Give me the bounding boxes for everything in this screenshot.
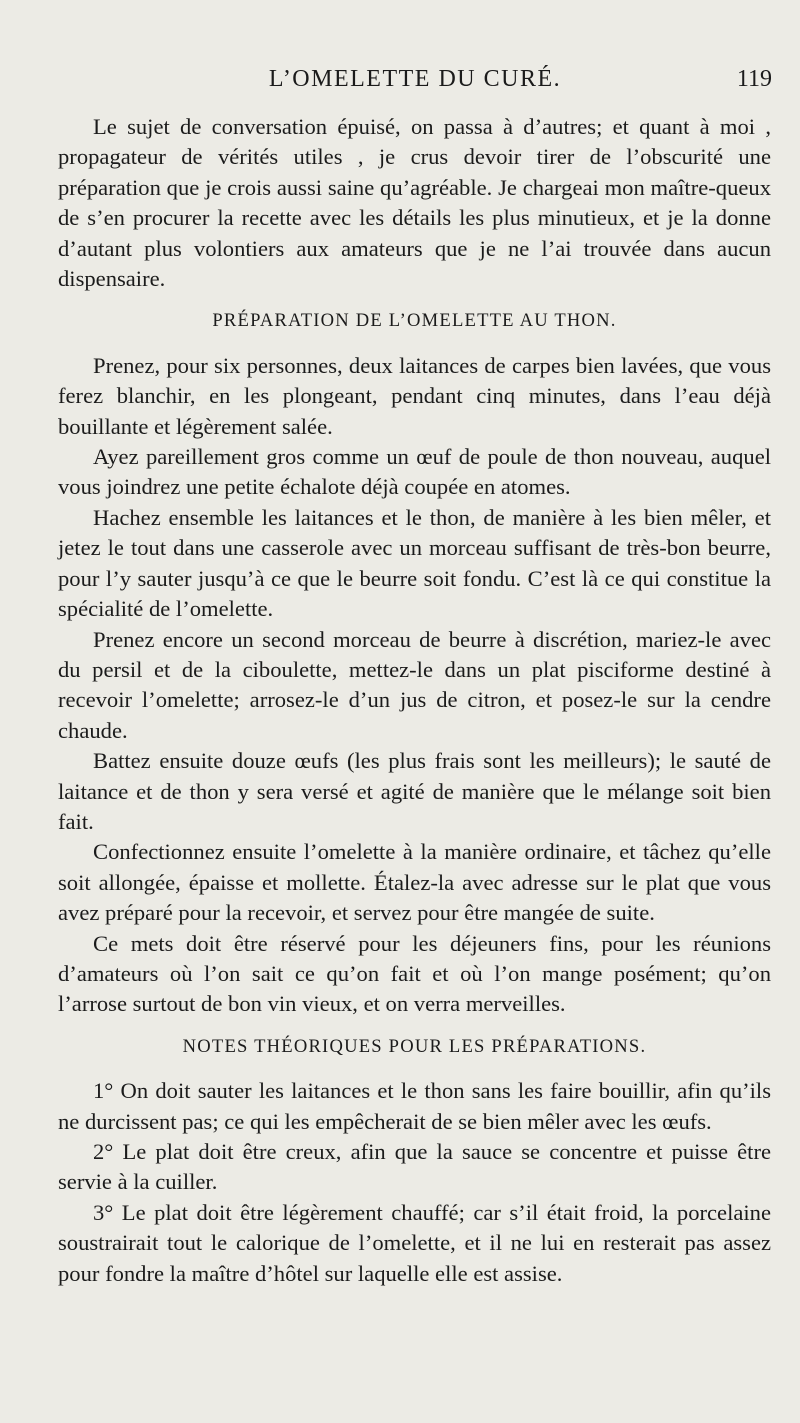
note-paragraph: 1° On doit sauter les laitances et le thon sans les faire bouillir, afin qu’ils ne durcissent pas; ce qui les empêcherait de se bien mêler avec les œufs.: [58, 1078, 771, 1134]
running-title: L’OMELETTE DU CURÉ.: [268, 66, 562, 92]
recipe-paragraph: Battez ensuite douze œufs (les plus frais sont les meilleurs); le sauté de laitance et de thon y sera versé et agité de manière que le mélange soit bien fait.: [58, 748, 771, 834]
recipe-paragraph: Hachez ensemble les laitances et le thon, de manière à les bien mêler, et jetez le tout dans une casserole avec un morceau suffisant de très-bon beurre, pour l’y sauter jusqu’à ce que le beurre soit fondu. C’est là ce qui constitue la spécialité de l’omelette.: [58, 504, 771, 622]
page-number: 119: [736, 66, 772, 92]
running-head: [58, 66, 772, 106]
recipe-paragraph: Confectionnez ensuite l’omelette à la manière ordinaire, et tâchez qu’elle soit allongée, épaisse et mollette. Étalez-la avec adresse sur le plat que vous avez préparé pour la recevoir, et servez pour être mangée de suite.: [58, 839, 771, 926]
recipe-paragraph: Prenez encore un second morceau de beurre à discrétion, mariez-le avec du persil et de la ciboulette, mettez-le dans un plat pisciforme destiné à recevoir l’omelette; arrosez-le d’un jus de citron, et posez-le sur la cendre chaude.: [58, 626, 771, 743]
body-text: [58, 112, 771, 1289]
section-heading-preparation: PRÉPARATION DE L’OMELETTE AU THON.: [212, 310, 617, 332]
intro-paragraph: Le sujet de conversation épuisé, on passa à d’autres; et quant à moi , propagateur de vérités utiles , je crus devoir tirer de l’obscurité une préparation que je crois aussi saine qu’agréable. Je chargeai mon maître-queux de s’en procurer la recette avec les détails les plus minutieux, et je la donne d’autant plus volontiers aux amateurs que je ne l’ai trouvée dans aucun dispensaire.: [58, 114, 771, 292]
recipe-paragraph: Ayez pareillement gros comme un œuf de poule de thon nouveau, auquel vous joindrez une petite échalote déjà coupée en atomes.: [58, 444, 771, 500]
recipe-paragraph: Prenez, pour six personnes, deux laitances de carpes bien lavées, que vous ferez blanchir, en les plongeant, pendant cinq minutes, dans l’eau déjà bouillante et légèrement salée.: [58, 352, 771, 439]
note-paragraph: 2° Le plat doit être creux, afin que la sauce se concentre et puisse être servie à la cuiller.: [58, 1139, 771, 1195]
recipe-paragraph: Ce mets doit être réservé pour les déjeuners fins, pour les réunions d’amateurs où l’on sait ce qu’on fait et où l’on mange posément; qu’on l’arrose surtout de bon vin vieux, et on verra merveilles.: [58, 930, 771, 1017]
section-heading-notes: NOTES THÉORIQUES POUR LES PRÉPARATIONS.: [182, 1035, 647, 1057]
note-paragraph: 3° Le plat doit être légèrement chauffé; car s’il était froid, la porcelaine soustrairait tout le calorique de l’omelette, et il ne lui en resterait pas assez pour fondre la maître d’hôtel sur laquelle elle est assise.: [58, 1199, 771, 1286]
